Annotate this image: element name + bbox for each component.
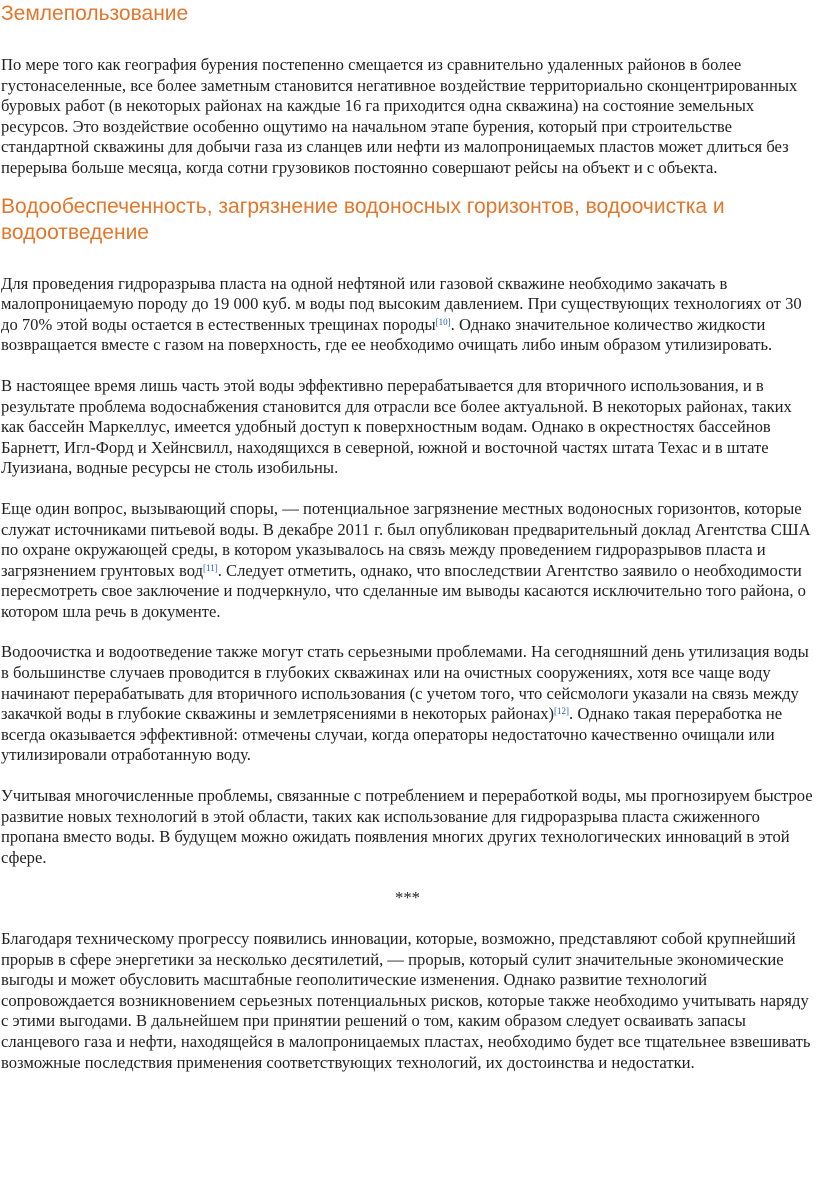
paragraph-text: . Однако такая переработка не всегда оказывается эффективной: отмечены случаи, когда операторы недостаточно качественно очищали или утилизировали отработанную воду. <box>1 704 783 765</box>
reference-link-11[interactable]: [11] <box>203 562 218 573</box>
reference-link-12[interactable]: [12] <box>554 706 570 717</box>
water-paragraph-supply: В настоящее время лишь часть этой воды эффективно перерабатывается для вторичного использования, и в результате проблема водоснабжения становится для отрасли все более актуальной. В некоторых районах, таких как бассейн Маркеллус, имеется удобный доступ к поверхностным водам. Однако в окрестностях бассейнов Барнетт, Игл-Форд и Хейнсвилл, находящихся в северной, южной и восточной частях штата Техас и в штате Луизиана, водные ресурсы не столь изобильны. <box>1 375 792 478</box>
paragraph-text: . Следует отметить, однако, что впоследствии Агентство заявило о необходимости пересмотреть свое заключение и подчеркнуло, что сделанные им выводы касаются исключительно того района, о котором шла речь в документе. <box>1 560 806 621</box>
water-paragraph-contamination <box>1 499 814 623</box>
paragraph-text: Водоочистка и водоотведение также могут стать серьезными проблемами. На сегодняшний день утилизация воды в большинстве случаев проводится в глубоких скважинах или на очистных сооружениях, хотя все чаще воду начинают перерабатывать для вторичного использования (с учетом того, что сейсмологи указали на связь между закачкой воды в глубокие скважины и землетрясениями в некоторых районах) <box>1 642 809 724</box>
paragraph-text: . Однако значительное количество жидкости возвращается вместе с газом на поверхность, где ее необходимо очищать либо иным образом утилизировать. <box>1 314 773 355</box>
water-paragraph-volume <box>1 274 814 356</box>
section-heading-land-use: Землепользование <box>1 2 189 25</box>
section-heading-water: Водообеспеченность, загрязнение водоносных горизонтов, водоочистка и водоотведение <box>1 194 725 244</box>
section-separator: *** <box>395 888 420 908</box>
reference-link-10[interactable]: [10] <box>435 316 451 327</box>
water-paragraph-treatment <box>1 642 814 766</box>
paragraph-text: Для проведения гидроразрыва пласта на одной нефтяной или газовой скважине необходимо закачать в малопроницаемую породу до 19 000 куб. м воды под высоким давлением. При существующих технологиях от 30 до 70% этой воды остается в естественных трещинах породы <box>1 273 802 334</box>
water-paragraph-outlook: Учитывая многочисленные проблемы, связанные с потреблением и переработкой воды, мы прогнозируем быстрое развитие новых технологий в этой области, таких как использование для гидроразрыва пласта сжиженного пропана вместо воды. В будущем можно ожидать появления многих других технологических инноваций в этой сфере. <box>1 786 813 867</box>
land-use-paragraph: По мере того как география бурения постепенно смещается из сравнительно удаленных районов в более густонаселенные, все более заметным становится негативное воздействие территориально сконцентрированных буровых работ (в некоторых районах на каждые 16 га приходится одна скважина) на состояние земельных ресурсов. Это воздействие особенно ощутимо на начальном этапе бурения, который при строительстве стандартной скважины для добычи газа из сланцев или нефти из малопроницаемых пластов может длиться без перерыва больше месяца, когда сотни грузовиков постоянно совершают рейсы на объект и с объекта. <box>1 55 798 177</box>
paragraph-text: Еще один вопрос, вызывающий споры, — потенциальное загрязнение местных водоносных горизонтов, которые служат источниками питьевой воды. В декабре 2011 г. был опубликован предварительный доклад Агентства США по охране окружающей среды, в котором указывалось на связь между проведением гидроразрывов пласта и загрязнением грунтовых вод <box>1 498 811 580</box>
conclusion-paragraph: Благодаря техническому прогрессу появились инновации, которые, возможно, представляют собой крупнейший прорыв в сфере энергетики за несколько десятилетий, — прорыв, который сулит значительные экономические выгоды и может обусловить масштабные геополитические изменения. Однако развитие технологий сопровождается возникновением серьезных потенциальных рисков, которые также необходимо учитывать наряду с этими выгодами. В дальнейшем при принятии решений о том, каким образом следует осваивать запасы сланцевого газа и нефти, находящейся в малопроницаемых пластах, необходимо будет все тщательнее взвешивать возможные последствия применения соответствующих технологий, их достоинства и недостатки. <box>1 929 811 1072</box>
